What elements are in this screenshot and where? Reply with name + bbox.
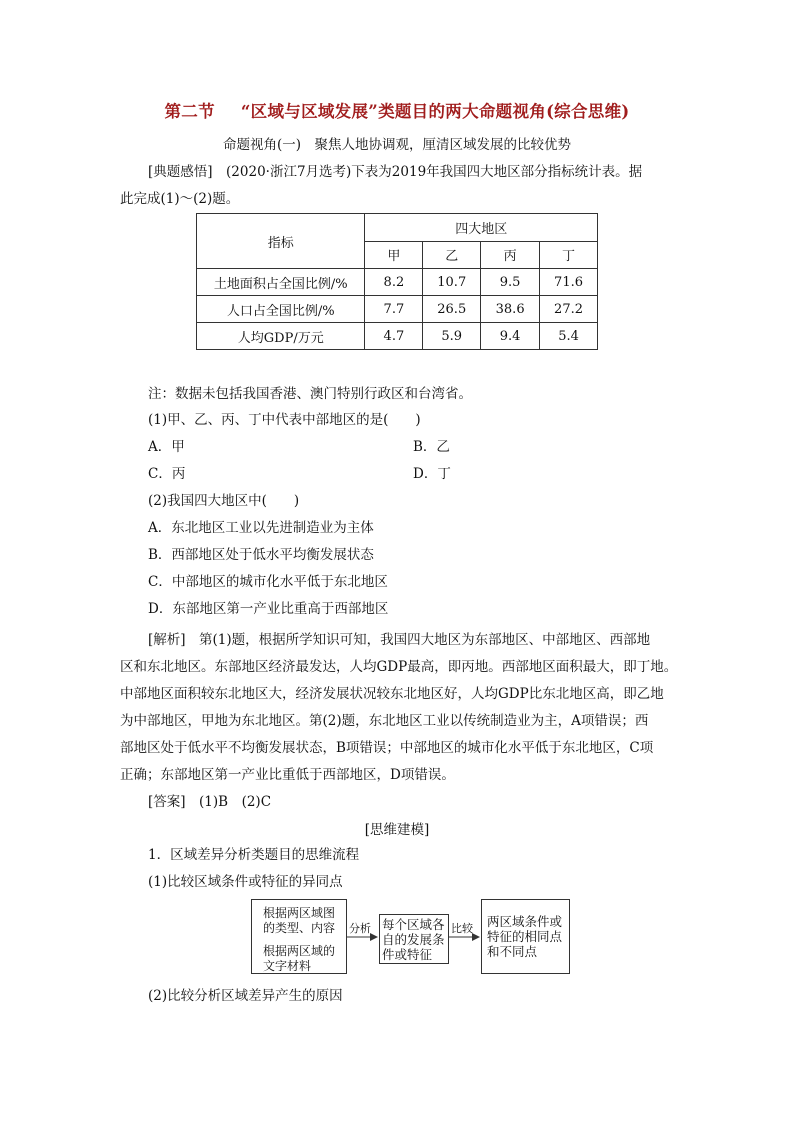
- box2-text: 件或特征: [382, 947, 433, 962]
- box2-text: 每个区域各: [382, 917, 445, 932]
- cell: 5.4: [540, 323, 598, 350]
- flow-box-conditions: [379, 914, 449, 964]
- arrow-label-compare: 比较: [451, 922, 473, 935]
- q2-option-c: C．中部地区的城市化水平低于东北地区: [148, 574, 388, 590]
- region-ding: 丁: [540, 241, 598, 269]
- intro-line-1: [典题感悟] (2020·浙江7月选考)下表为2019年我国四大地区部分指标统计表。据: [148, 164, 643, 180]
- analysis-line-2: 区和东北地区。东部地区经济最发达，人均GDP最高，即丙地。西部地区面积最大，即丁地。: [120, 659, 678, 675]
- row-label: 人口占全国比例/%: [197, 296, 365, 323]
- box1-text: 根据两区域图: [263, 906, 336, 920]
- q1-option-c: C．丙: [148, 466, 186, 482]
- analysis-line-1: [解析] 第(1)题，根据所学知识可知，我国四大地区为东部地区、中部地区、西部地: [148, 632, 651, 648]
- box1-text: 的类型、内容: [263, 921, 336, 935]
- table-note: 注：数据未包括我国香港、澳门特别行政区和台湾省。: [148, 386, 472, 402]
- flow-box-sources: [251, 899, 347, 974]
- q1-option-a: A．甲: [148, 439, 185, 455]
- row-label: 土地面积占全国比例/%: [197, 269, 365, 296]
- q2-option-b: B．西部地区处于低水平均衡发展状态: [148, 547, 374, 563]
- model-heading: [思维建模]: [364, 822, 430, 838]
- analysis-line-4: 为中部地区，甲地为东北地区。第(2)题，东北地区工业以传统制造业为主，A项错误；西: [120, 713, 649, 729]
- q2-stem: (2)我国四大地区中( ): [148, 493, 300, 509]
- cell: 10.7: [423, 269, 481, 296]
- flow-box-result: [481, 899, 570, 974]
- region-bing: 丙: [481, 241, 540, 269]
- cell: 7.7: [365, 296, 423, 323]
- analysis-line-3: 中部地区面积较东北地区大，经济发展状况较东北地区好，人均GDP比东北地区高，即乙地: [120, 686, 664, 702]
- cell: 9.4: [481, 323, 540, 350]
- subsection-2: (2)比较分析区域差异产生的原因: [148, 988, 343, 1004]
- header-indicator: 指标: [197, 214, 365, 269]
- analysis-line-5: 部地区处于低水平不均衡发展状态，B项错误；中部地区的城市化水平低于东北地区，C项: [120, 740, 654, 756]
- subtitle: 命题视角(一) 聚焦人地协调观，厘清区域发展的比较优势: [222, 137, 572, 153]
- cell: 9.5: [481, 269, 540, 296]
- cell: 5.9: [423, 323, 481, 350]
- answer: [答案] (1)B (2)C: [148, 794, 272, 810]
- cell: 27.2: [540, 296, 598, 323]
- box3-text: 和不同点: [487, 944, 538, 959]
- box1-text: 根据两区域的: [263, 944, 336, 958]
- arrow-label-analyze: 分析: [349, 922, 371, 935]
- row-label: 人均GDP/万元: [197, 323, 365, 350]
- cell: 26.5: [423, 296, 481, 323]
- flow-heading: 1．区域差异分析类题目的思维流程: [148, 847, 360, 863]
- box3-text: 两区域条件或: [487, 914, 563, 929]
- q2-option-a: A．东北地区工业以先进制造业为主体: [148, 520, 374, 536]
- box1-text: 文字材料: [263, 959, 312, 973]
- q1-option-b: B．乙: [413, 439, 450, 455]
- section-number: 第二节: [164, 102, 215, 121]
- region-yi: 乙: [423, 241, 481, 269]
- section-heading: “区域与区域发展”类题目的两大命题视角(综合思维): [240, 102, 630, 121]
- analysis-line-6: 正确；东部地区第一产业比重低于西部地区，D项错误。: [120, 767, 455, 783]
- cell: 4.7: [365, 323, 423, 350]
- q1-stem: (1)甲、乙、丙、丁中代表中部地区的是( ): [148, 412, 421, 428]
- cell: 71.6: [540, 269, 598, 296]
- header-region-group: 四大地区: [365, 214, 598, 242]
- cell: 38.6: [481, 296, 540, 323]
- subsection-1: (1)比较区域条件或特征的异同点: [148, 874, 343, 890]
- q2-option-d: D．东部地区第一产业比重高于西部地区: [148, 601, 389, 617]
- q1-option-d: D．丁: [413, 466, 451, 482]
- cell: 8.2: [365, 269, 423, 296]
- box3-text: 特征的相同点: [487, 929, 563, 944]
- region-jia: 甲: [365, 241, 423, 269]
- box2-text: 自的发展条: [382, 932, 445, 947]
- intro-line-2: 此完成(1)～(2)题。: [120, 191, 240, 207]
